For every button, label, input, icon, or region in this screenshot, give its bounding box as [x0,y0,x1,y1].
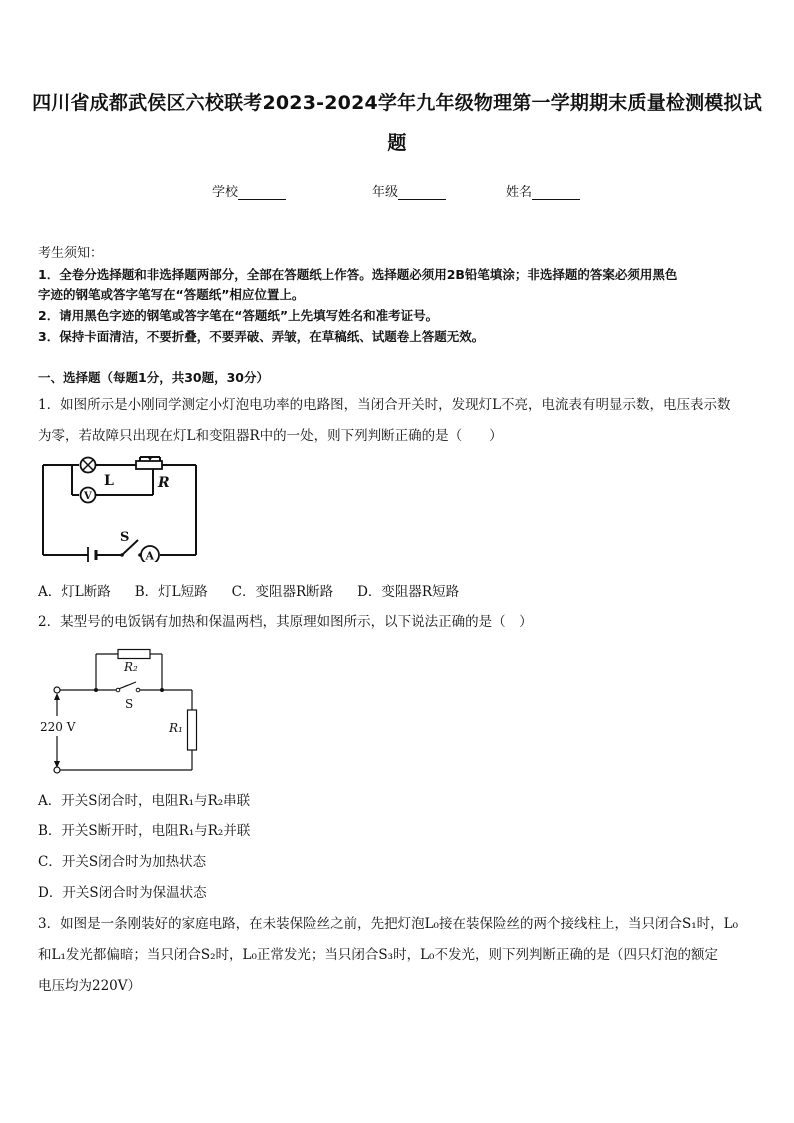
page-title: 四川省成都武侯区六校联考2023-2024学年九年级物理第一学期期末质量检测模拟试 [32,92,762,114]
resistor-r2-icon [118,650,150,659]
q3-stem-line2: 和L₁发光都偏暗；当只闭合S₂时，L₀正常发光；当只闭合S₃时，L₀不发光，则下列判断正确的是（四只灯泡的额定 [38,947,718,963]
grade-blank [398,185,446,200]
ammeter-icon [141,546,159,562]
r2-label: R₂ [124,660,138,674]
notice-heading: 考生须知： [38,246,104,261]
school-blank [238,185,286,200]
q1-circuit-diagram [36,452,206,562]
battery-icon [88,547,96,562]
q3-stem-line3: 电压均为220V） [38,978,142,994]
switch-label: S [120,530,130,545]
rheostat-label: R [158,475,170,491]
name-label: 姓名 [506,185,533,200]
q1-option-c[interactable]: C．变阻器R断路 [231,584,334,600]
rheostat-icon [136,461,162,469]
ammeter-label: A [145,549,155,562]
q2-option-b[interactable]: B．开关S断开时，电阻R₁与R₂并联 [38,823,251,839]
q2-switch-label: S [125,697,134,711]
name-field [506,181,580,200]
notice-item-2: 2．请用黑色字迹的钢笔或答字笔在“答题纸”上先填写姓名和准考证号。 [38,308,439,323]
q2-stem-line1: 2．某型号的电饭锅有加热和保温两档，其原理如图所示，以下说法正确的是（ ） [38,614,533,630]
grade-label: 年级 [372,185,399,200]
page-title-continued: 题 [387,132,407,154]
school-field [212,181,286,200]
section-heading: 一、选择题（每题1分，共30题，30分） [38,370,269,385]
voltmeter-label: V [84,491,92,502]
q1-stem-line2: 为零，若故障只出现在灯L和变阻器R中的一处，则下列判断正确的是（ ） [38,428,503,444]
q3-stem-line1: 3．如图是一条刚装好的家庭电路，在未装保险丝之前，先把灯泡L₀接在装保险丝的两个接线柱上，当只闭合S₁时，L₀ [38,916,739,932]
q1-stem-line1: 1．如图所示是小刚同学测定小灯泡电功率的电路图，当闭合开关时，发现灯L不亮，电流表有明显示数，电压表示数 [38,397,731,413]
q2-circuit-diagram [36,640,216,780]
notice-item-3: 3．保持卡面清洁，不要折叠，不要弄破、弄皱，在草稿纸、试题卷上答题无效。 [38,329,485,344]
q2-option-a[interactable]: A．开关S闭合时，电阻R₁与R₂串联 [38,793,251,809]
grade-field [372,181,446,200]
voltage-label: 220 V [40,720,76,734]
q1-option-d[interactable]: D．变阻器R短路 [357,584,460,600]
notice-item-1a: 1．全卷分选择题和非选择题两部分，全部在答题纸上作答。选择题必须用2B铅笔填涂；非选择题的答案必须用黑色 [38,267,678,282]
school-label: 学校 [212,185,239,200]
lamp-label: L [104,473,114,489]
q2-option-d[interactable]: D．开关S闭合时为保温状态 [38,885,207,901]
resistor-r1-icon [188,710,197,750]
notice-item-1b: 字迹的钢笔或答字笔写在“答题纸”相应位置上。 [38,287,305,302]
lamp-icon [81,458,96,473]
r1-label: R₁ [169,721,183,735]
q1-option-b[interactable]: B．灯L短路 [134,584,208,600]
q1-options [38,582,758,602]
name-blank [532,185,580,200]
q2-option-c[interactable]: C．开关S闭合时为加热状态 [38,854,207,870]
voltmeter-icon [81,488,96,503]
q1-option-a[interactable]: A．灯L断路 [38,584,111,600]
